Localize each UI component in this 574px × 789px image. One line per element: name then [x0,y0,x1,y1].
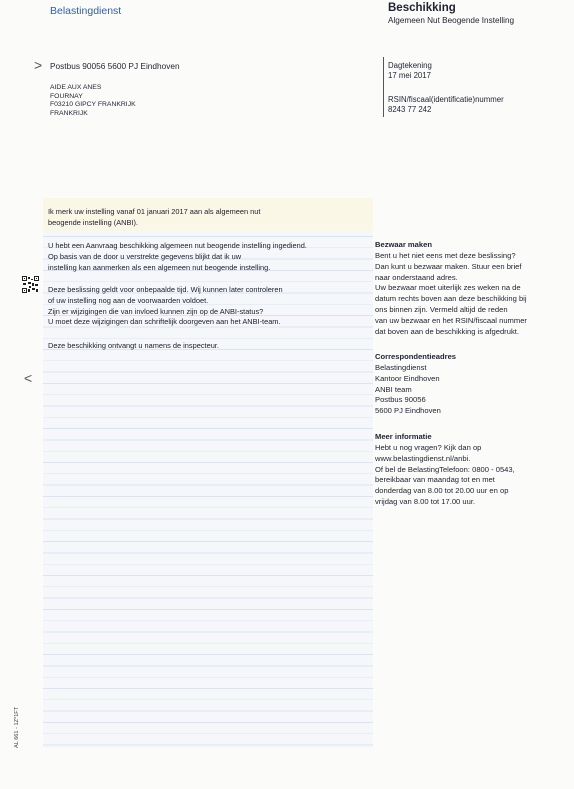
date-value: 17 mei 2017 [388,71,431,80]
sidebar-line: naar onderstaand adres. [375,272,458,282]
fold-mark-icon: < [24,370,33,386]
intro-paragraph [48,207,260,229]
sidebar-line: 5600 PJ Eindhoven [375,406,441,416]
date-block [388,61,432,81]
rsin-block [388,95,504,115]
correspondence-heading: Correspondentieadres [375,352,457,361]
info-heading: Meer informatie [375,432,432,441]
body-line: Ik merk uw instelling vanaf 01 januari 2017 aan als algemeen nut [48,207,261,216]
body-line: of uw instelling nog aan de voorwaarden voldoet. [48,295,209,305]
meta-divider [383,57,386,117]
sidebar-line: bereikbaar van maandag tot en met [375,475,495,485]
rsin-value: 8243 77 242 [388,105,432,114]
sidebar-line: Belastingdienst [375,363,427,372]
body-line: Op basis van de door u verstrekte gegevens blijkt dat ik uw [48,251,242,261]
date-label: Dagtekening [388,61,432,70]
objection-heading: Bezwaar maken [375,240,432,249]
sidebar-line: ons binnen zijn. Vermeld altijd de reden [375,304,508,314]
sidebar-line: Hebt u nog vragen? Kijk dan op [375,443,482,452]
sidebar-line: van uw bezwaar en het RSIN/fiscaal nummer [375,315,527,325]
info-text [375,443,515,508]
objection-text [375,251,527,337]
recipient-line: FRANKRIJK [50,109,88,117]
body-line: beogende instelling (ANBI). [48,217,138,227]
paragraph-1 [48,241,307,273]
sidebar-line: Dan kunt u bezwaar maken. Stuur een brief [375,261,522,271]
body-line: U hebt een Aanvraag beschikking algemeen nut beogende instelling ingediend. [48,241,307,250]
qr-barcode-icon [22,276,39,293]
sidebar-line: Uw bezwaar moet uiterlijk zes weken na de [375,283,521,293]
sidebar-line: www.belastingdienst.nl/anbi. [375,453,471,463]
sidebar-line: Kantoor Eindhoven [375,373,440,383]
document-title: Beschikking [388,2,456,14]
form-code: AL 661 - 1Z*1FT [14,706,20,748]
sidebar-line: datum rechts boven aan deze beschikking bij [375,294,527,304]
fold-mark-icon: > [34,57,43,73]
sidebar-line: ANBI team [375,384,412,394]
recipient-line: AIDE AUX ANES [50,84,102,91]
paragraph-2 [48,285,283,328]
body-line: Zijn er wijzigingen die van invloed kunnen zijn op de ANBI-status? [48,306,264,316]
recipient-line: F03210 GIPCY FRANKRIJK [50,101,136,109]
sidebar-line: donderdag van 8.00 tot 20.00 uur en op [375,486,509,496]
sidebar-line: Of bel de BelastingTelefoon: 0800 - 0543, [375,464,515,474]
brand-name: Belastingdienst [50,5,122,17]
recipient-line: FOURNAY [50,92,83,100]
recipient-address [50,84,136,118]
sidebar-line: Bent u het niet eens met deze beslissing? [375,251,516,260]
sidebar-line: Postbus 90056 [375,395,426,405]
closing-line: Deze beschikking ontvangt u namens de inspecteur. [48,341,219,350]
sidebar-line: vrijdag van 8.00 tot 17.00 uur. [375,496,476,506]
return-address: Postbus 90056 5600 PJ Eindhoven [50,61,180,71]
body-line: Deze beslissing geldt voor onbepaalde tijd. Wij kunnen later controleren [48,285,283,294]
rsin-label: RSIN/fiscaal(identificatie)nummer [388,95,504,104]
correspondence-address [375,363,441,417]
document-subtitle: Algemeen Nut Beogende Instelling [388,16,515,25]
body-line: instelling kan aanmerken als een algemeen nut beogende instelling. [48,262,271,272]
body-line: U moet deze wijzigingen dan schriftelijk doorgeven aan het ANBI-team. [48,317,281,327]
sidebar-line: dat boven aan de beschikking is afgedrukt. [375,326,519,336]
